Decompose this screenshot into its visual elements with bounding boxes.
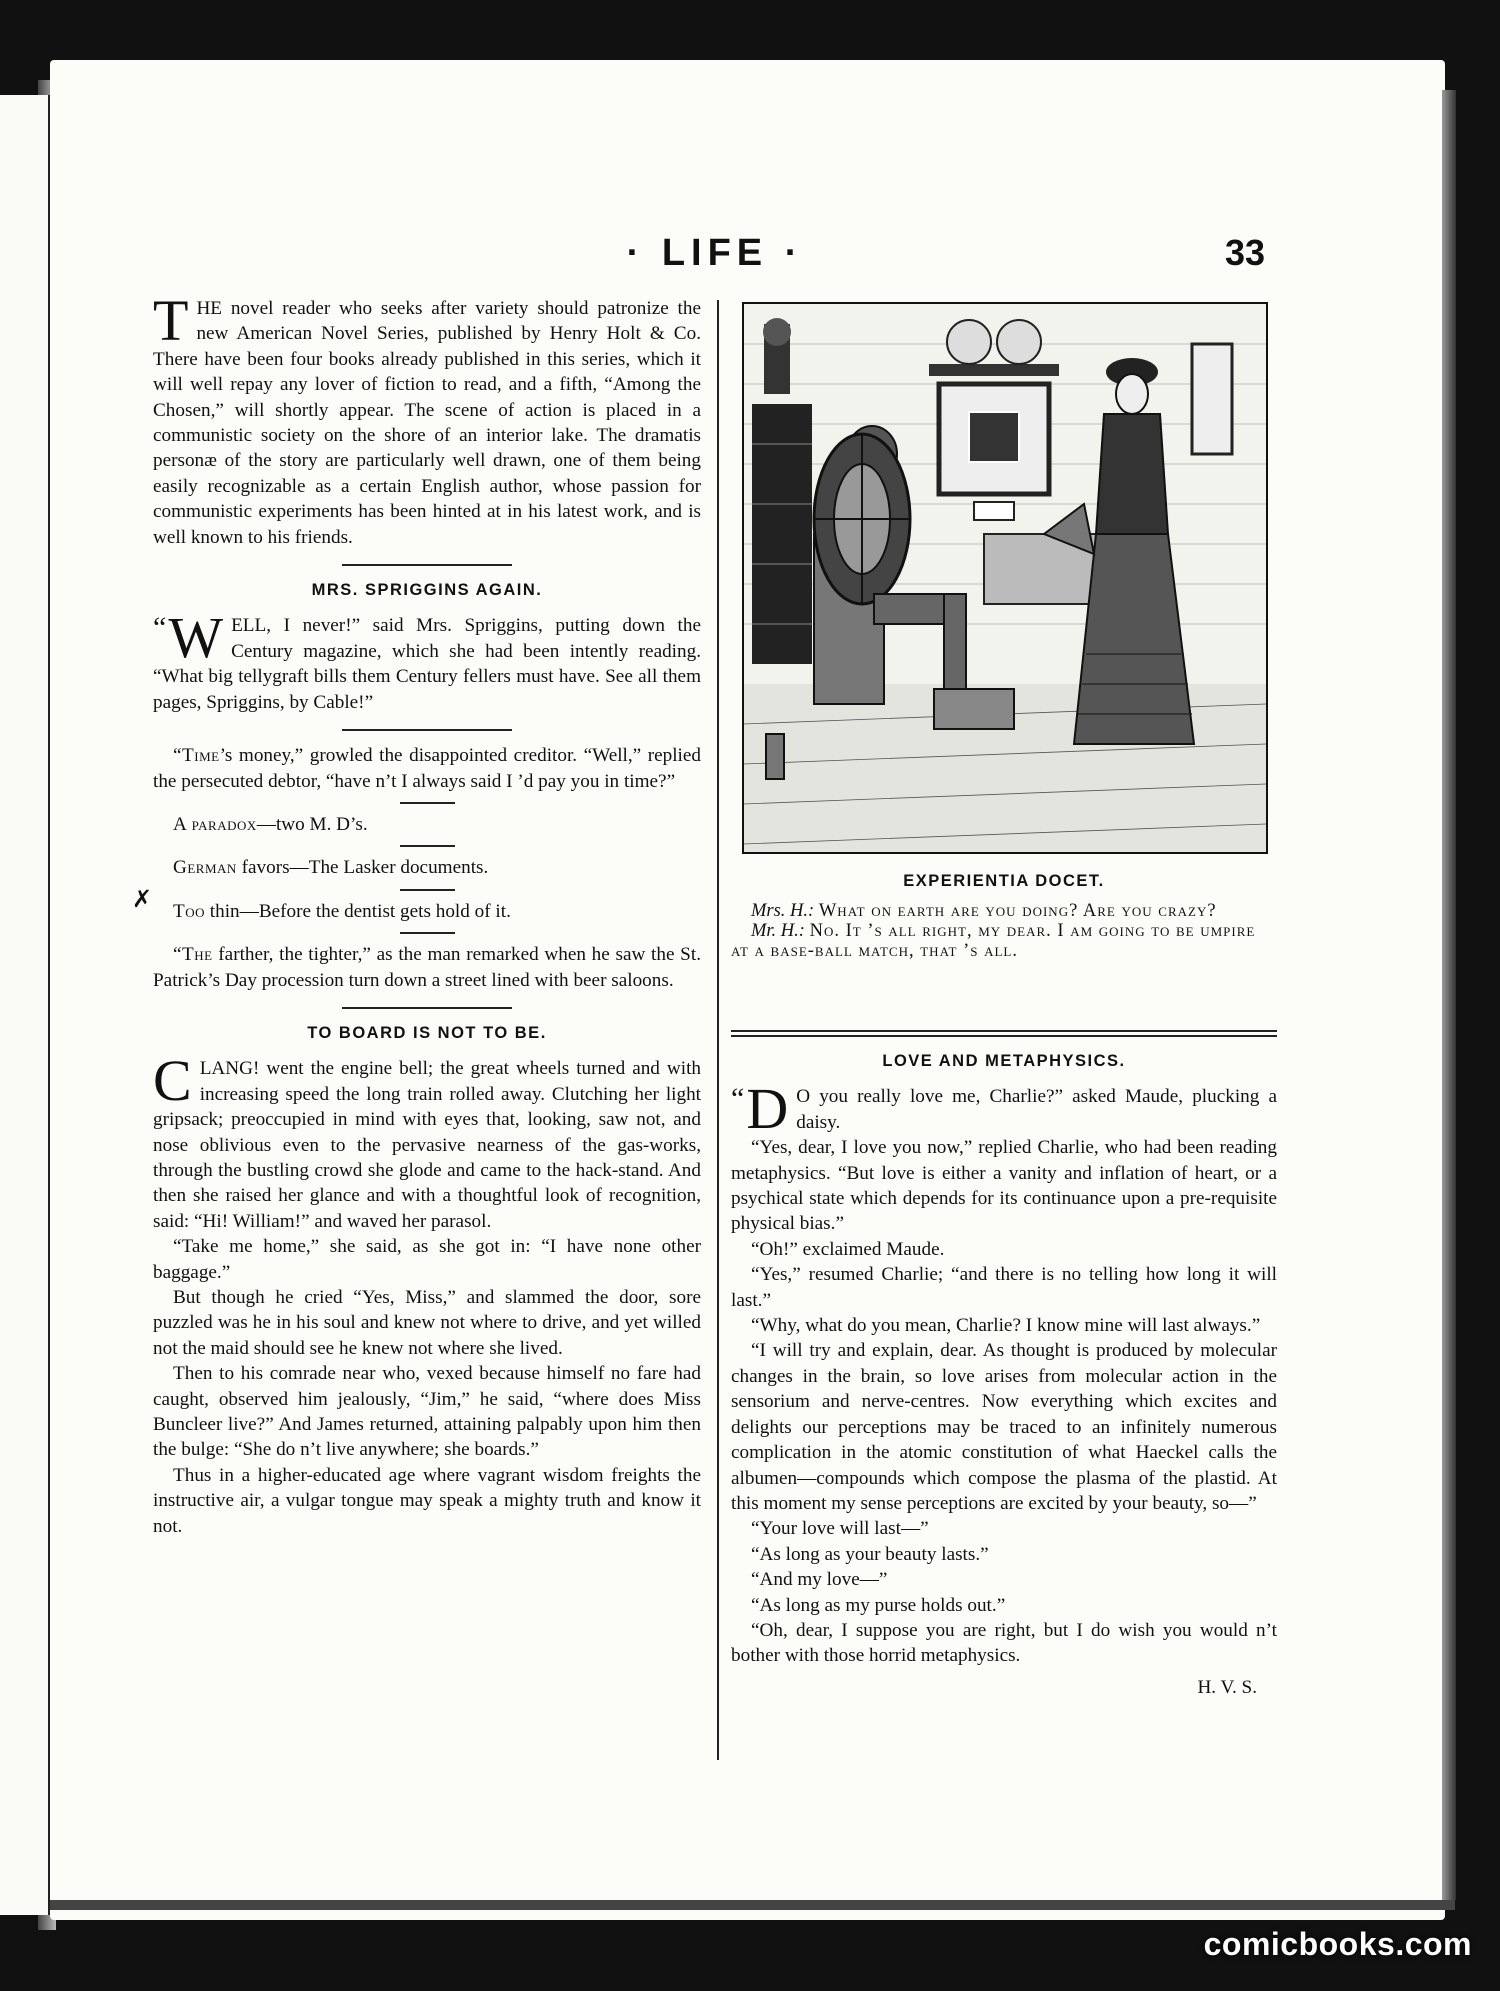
board-paragraph: “Take me home,” she said, as she got in: “I have none other baggage.” [153, 1236, 701, 1283]
joke-item [153, 812, 701, 837]
joke-lead: German [173, 857, 237, 879]
signature: H. V. S. [1197, 1676, 1257, 1698]
double-rule-bottom [731, 1035, 1277, 1037]
love-paragraph: “Oh, dear, I suppose you are right, but I do wish you would n’t bother with those horrid metaphysics. [731, 1619, 1277, 1667]
page-right-edge [1442, 90, 1456, 1900]
cartoon-drawing [744, 304, 1266, 852]
caption-line [731, 921, 1277, 961]
joke-lead: Too [173, 900, 205, 922]
joke-text: ’s money,” growled the disappointed creditor. “Well,” replied the persecuted debtor, “have n’t I always said I ’d pay you in time?” [153, 745, 701, 792]
drop-cap: D [746, 1076, 789, 1142]
open-quote: “ [153, 611, 167, 645]
joke-lead: “Time [173, 745, 220, 767]
watermark: comicbooks.com [1203, 1926, 1472, 1962]
joke-text: thin—Before the dentist gets hold of it. [205, 900, 511, 922]
joke-item [153, 855, 701, 880]
spriggins-heading: MRS. SPRIGGINS AGAIN. [311, 581, 543, 600]
love-paragraph: “Oh!” exclaimed Maude. [751, 1238, 945, 1260]
spriggins-text: ELL, I never!” said Mrs. Spriggins, putting down the Century magazine, which she had been intently reading. “What big tellygraft bills them Century fellers must have. See all them pages, Spriggins, by Cable!” [153, 615, 701, 713]
left-page-edge [0, 95, 51, 1915]
speech: What on earth are you doing? Are you crazy? [818, 901, 1217, 921]
love-paragraph: “Yes,” resumed Charlie; “and there is no telling how long it will last.” [731, 1264, 1277, 1311]
love-paragraph [731, 1076, 1277, 1142]
board-text: LANG! went the engine bell; the great wheels turned and with increasing speed the long train rolled away. Clutching her light gripsack; preoccupied in mind with eyes that, looking, saw not, and nose oblivious even to the pervasive nearness of the gas-works, through the bustling crowd she glode and came to the hack-stand. And then she raised her glance and with a thoughtful look of recognition, said: “Hi! William!” and waved her parasol. [153, 1058, 701, 1232]
joke-item [153, 899, 701, 924]
margin-mark: ✗ [132, 887, 153, 913]
love-paragraph: “And my love—” [751, 1569, 888, 1591]
speaker: Mrs. H.: [751, 901, 815, 921]
masthead: · LIFE · [626, 232, 804, 274]
drop-cap: W [168, 605, 224, 671]
novel-paragraph [153, 288, 701, 550]
section-rule [342, 1007, 512, 1009]
cartoon-caption [731, 872, 1277, 961]
spriggins-paragraph [153, 605, 701, 715]
love-paragraph: “As long as your beauty lasts.” [751, 1543, 989, 1565]
left-column [153, 288, 701, 1539]
page-bottom-edge [50, 1900, 1455, 1910]
speech: No. It ’s all right, my dear. I am going to be umpire at a base-ball match, that ’s all. [731, 921, 1256, 961]
love-paragraph: “As long as my purse holds out.” [751, 1594, 1006, 1616]
love-paragraph: “Why, what do you mean, Charlie? I know mine will last always.” [751, 1315, 1261, 1337]
joke-lead: A paradox [173, 813, 257, 835]
board-paragraph [153, 1048, 701, 1234]
page-number: 33 [1225, 232, 1266, 273]
right-column [731, 1030, 1277, 1700]
joke-text: farther, the tighter,” as the man remarked when he saw the St. Patrick’s Day procession turn down a street lined with beer saloons. [153, 944, 701, 991]
column-divider [717, 300, 719, 1760]
board-paragraph: But though he cried “Yes, Miss,” and slammed the door, sore puzzled was he in his soul and knew not where to drive, and yet willed not the maid should see he knew not where she lived. [153, 1287, 701, 1359]
love-paragraph: “Your love will last—” [751, 1518, 929, 1540]
board-heading: TO BOARD IS NOT TO BE. [307, 1023, 547, 1042]
joke-item [153, 942, 701, 993]
cartoon-heading: EXPERIENTIA DOCET. [903, 872, 1105, 890]
joke-item [153, 743, 701, 794]
open-quote: “ [731, 1082, 745, 1116]
section-rule [342, 564, 512, 566]
novel-text: HE novel reader who seeks after variety should patronize the new American Novel Series, published by Henry Holt & Co. There have been four books already published in this series, which it will well repay any lover of fiction to read, and a fifth, “Among the Chosen,” will shortly appear. The scene of action is placed in a communistic society on the shore of an interior lake. The dramatis personæ of the story are particularly well drawn, one of them being easily recognizable as a certain English author, whose passion for communistic experiments has been hinted at in his latest work, and is well known to his friends. [153, 298, 701, 548]
board-paragraph: Thus in a higher-educated age where vagrant wisdom freights the instructive air, a vulgar tongue may speak a mighty truth and know it not. [153, 1464, 701, 1537]
drop-cap: T [153, 288, 189, 353]
joke-lead: “The [173, 944, 213, 966]
cartoon-illustration [742, 302, 1268, 854]
caption-line [731, 901, 1277, 921]
speaker: Mr. H.: [751, 921, 805, 941]
joke-text: favors—The Lasker documents. [236, 857, 489, 879]
love-paragraph: “Yes, dear, I love you now,” replied Charlie, who had been reading metaphysics. “But love is either a vanity and inflation of heart, or a psychical state which depends for its continuance upon a pre-requisite physical bias.” [731, 1137, 1277, 1235]
joke-text: —two M. D’s. [256, 813, 368, 835]
love-heading: LOVE AND METAPHYSICS. [882, 1052, 1126, 1070]
board-paragraph: Then to his comrade near who, vexed because himself no fare had caught, observed him jealously, “Jim,” he said, “where does Miss Buncleer live?” And James returned, attaining palpably upon him then the bulge: “She do n’t live anywhere; she boards.” [153, 1363, 701, 1461]
drop-cap: C [153, 1048, 192, 1114]
love-text: O you really love me, Charlie?” asked Maude, plucking a daisy. [796, 1086, 1277, 1133]
love-paragraph: “I will try and explain, dear. As thought is produced by molecular changes in the brain, so love arises from molecular action in the sensorium and nerve-centres. Now everything which excites and delights our perceptions may be traced to an infinitely numerous complication in the atomic constitution of what Haeckel calls the albumen—compounds which compose the plasma of the plastid. At this moment my sense perceptions are excited by your beauty, so—” [731, 1340, 1277, 1514]
